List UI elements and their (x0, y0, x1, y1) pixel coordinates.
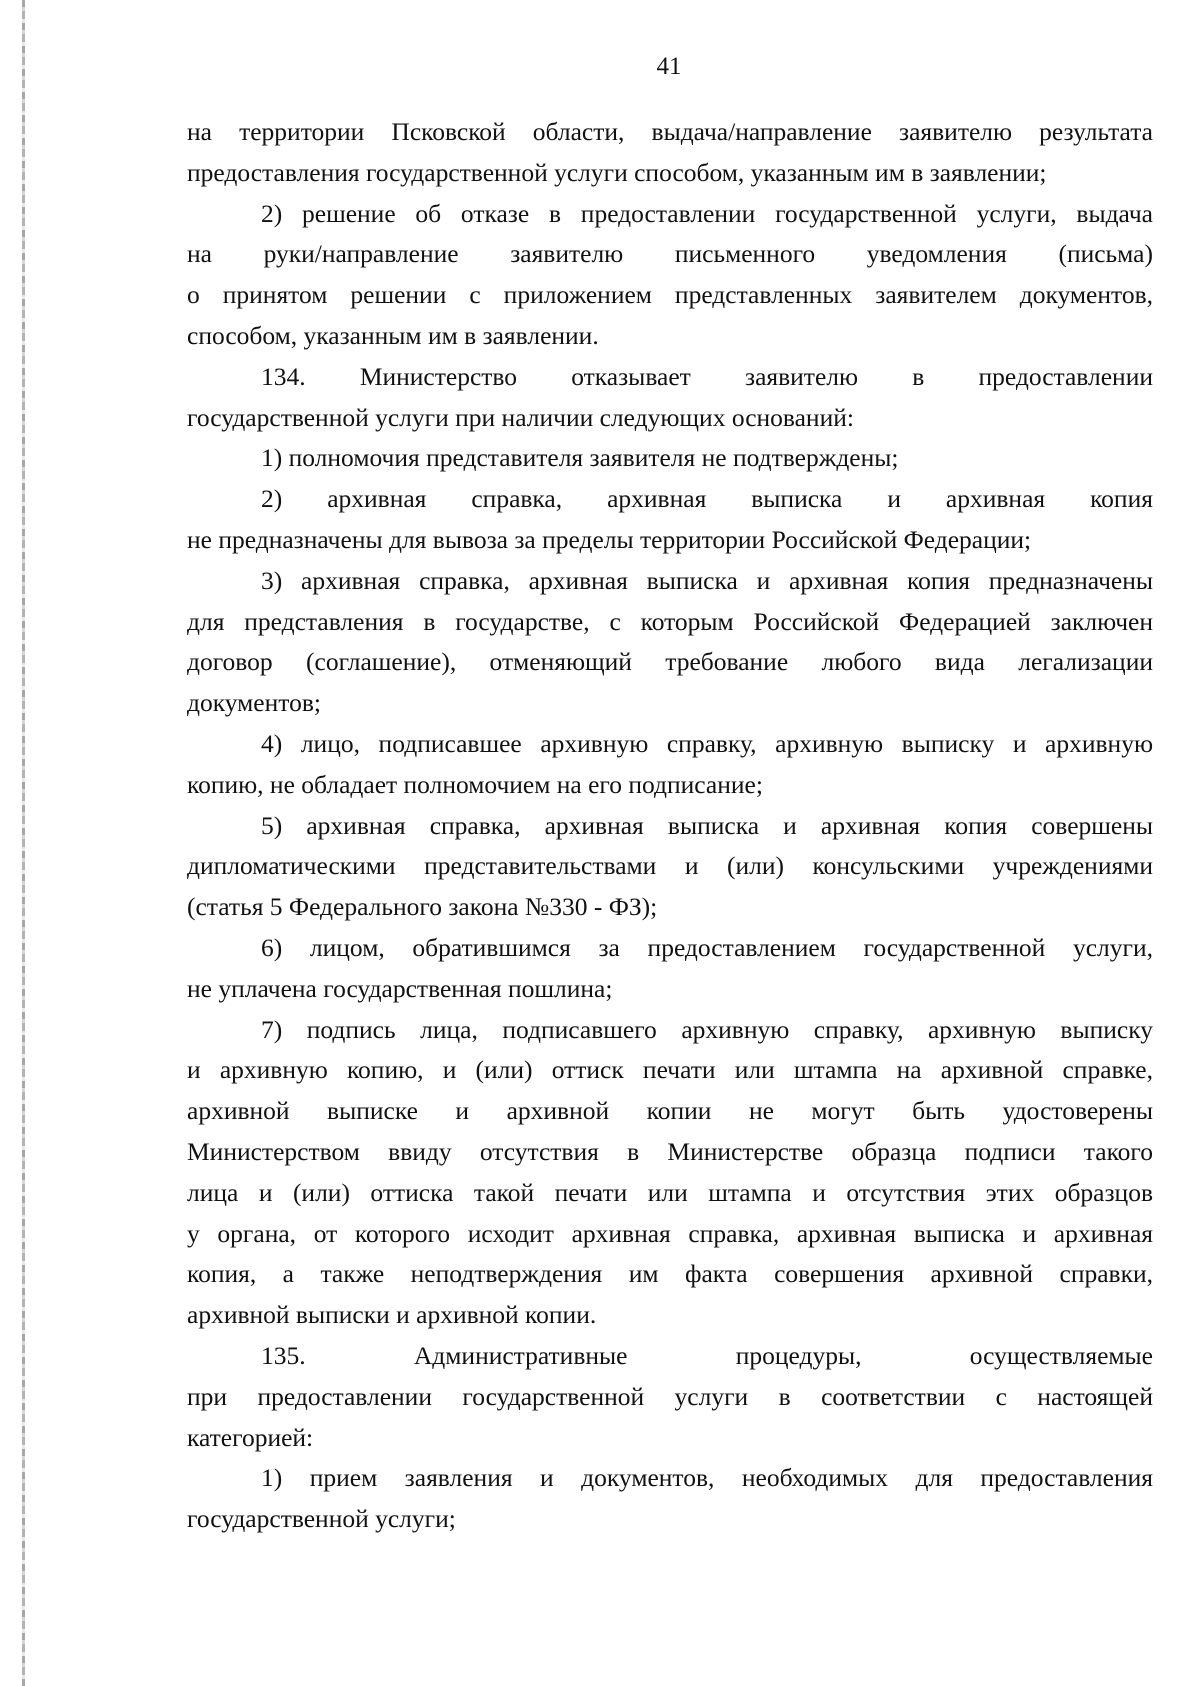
text-line-justified (187, 479, 1153, 520)
word: копия (1090, 484, 1153, 514)
text-line: предоставления государственной услуги способом, указанным им в заявлении; (187, 157, 1047, 187)
list-item-7 (187, 1010, 1153, 1336)
paragraph-refusal-decision (187, 194, 1153, 357)
word: 134. (261, 361, 306, 391)
word: Министерство (359, 361, 518, 391)
text-line: категорией: (187, 1422, 314, 1452)
list-item-3 (187, 561, 1153, 724)
list-item-4 (187, 724, 1153, 806)
text-line: государственной услуги при наличии следующих оснований: (187, 402, 854, 432)
word: процедуры, (735, 1340, 862, 1370)
document-body (187, 112, 1153, 1540)
word: архивная (327, 484, 427, 514)
text-line: не уплачена государственная пошлина; (187, 973, 613, 1003)
text-line: способом, указанным им в заявлении. (187, 320, 599, 350)
text-line: 3) архивная справка, архивная выписка и архивная копия предназначены (261, 565, 1153, 595)
text-line: Министерством ввиду отсутствия в Министерстве образца подписи такого (187, 1136, 1153, 1166)
word: осуществляемые (969, 1340, 1153, 1370)
text-line: о принятом решении с приложением представленных заявителем документов, (187, 280, 1153, 310)
text-line: (статья 5 Федерального закона №330 - ФЗ); (187, 892, 658, 922)
list-item-2 (187, 479, 1153, 561)
text-line-justified (187, 357, 1153, 398)
procedure-item-1 (187, 1458, 1153, 1540)
paragraph-result-delivery (187, 112, 1153, 194)
text-line: 1) прием заявления и документов, необходимых для предоставления (261, 1463, 1153, 1493)
paragraph-134 (187, 357, 1153, 439)
word: 135. (261, 1340, 306, 1370)
list-item-6 (187, 928, 1153, 1010)
text-line: копию, не обладает полномочием на его подписание; (187, 769, 763, 799)
text-line: 2) решение об отказе в предоставлении государственной услуги, выдача (261, 198, 1153, 228)
list-item-1 (187, 438, 1153, 479)
text-line: 7) подпись лица, подписавшего архивную справку, архивную выписку (261, 1014, 1153, 1044)
word: и (887, 484, 901, 514)
list-item-5 (187, 806, 1153, 928)
text-line: архивной выписке и архивной копии не могут быть удостоверены (187, 1096, 1153, 1126)
scan-edge (22, 0, 25, 1686)
word: Административные (413, 1340, 628, 1370)
text-line: документов; (187, 688, 321, 718)
text-line: копия, а также неподтверждения им факта совершения архивной справки, (187, 1259, 1153, 1289)
text-line: 6) лицом, обратившимся за предоставлением государственной услуги, (261, 932, 1153, 962)
text-line: государственной услуги; (187, 1504, 456, 1534)
word: (письма) (1058, 239, 1153, 269)
word: справка, (471, 484, 563, 514)
word: 2) (261, 484, 283, 514)
word: архивная (607, 484, 707, 514)
text-line: дипломатическими представительствами и (или) консульскими учреждениями (187, 851, 1153, 881)
paragraph-135 (187, 1336, 1153, 1458)
text-line: договор (соглашение), отменяющий требование любого вида легализации (187, 647, 1153, 677)
text-line: при предоставлении государственной услуги в соответствии с настоящей (187, 1381, 1153, 1411)
word: предоставлении (978, 361, 1153, 391)
word: заявителю (510, 239, 624, 269)
word: выписка (751, 484, 843, 514)
text-line: архивной выписки и архивной копии. (187, 1300, 597, 1330)
word: руки/направление (263, 239, 459, 269)
page-number: 41 (656, 53, 682, 80)
text-line: на территории Псковской области, выдача/направление заявителю результата (187, 117, 1153, 146)
text-line: не предназначены для вывоза за пределы территории Российской Федерации; (187, 524, 1032, 554)
word: заявителю (745, 361, 859, 391)
text-line: 5) архивная справка, архивная выписка и архивная копия совершены (261, 810, 1153, 840)
word: уведомления (866, 239, 1007, 269)
text-line: 1) полномочия представителя заявителя не подтверждены; (261, 443, 899, 473)
word: архивная (945, 484, 1046, 514)
text-line: для представления в государстве, с которым Российской Федерацией заключен (187, 606, 1153, 636)
text-line: и архивную копию, и (или) оттиск печати или штампа на архивной справке, (187, 1055, 1153, 1085)
word: письменного (674, 239, 816, 269)
word: отказывает (571, 361, 691, 391)
text-line-justified (187, 1336, 1153, 1377)
text-line: лица и (или) оттиска такой печати или штампа и отсутствия этих образцов (187, 1177, 1153, 1207)
word: на (187, 239, 212, 269)
text-line: у органа, от которого исходит архивная справка, архивная выписка и архивная (187, 1218, 1153, 1248)
text-line-justified (187, 234, 1153, 275)
text-line: 4) лицо, подписавшее архивную справку, архивную выписку и архивную (261, 728, 1153, 758)
word: в (912, 361, 925, 391)
